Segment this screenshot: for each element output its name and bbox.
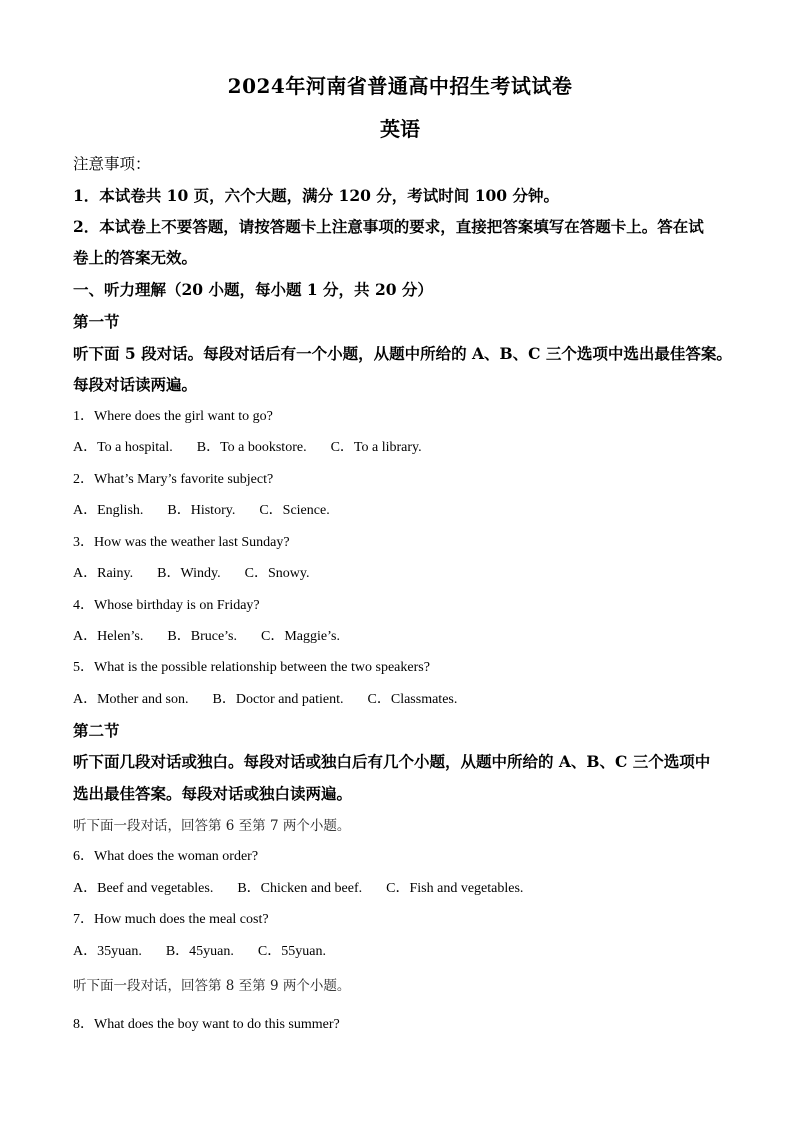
option-a: A．35yuan.	[73, 944, 142, 959]
section1-instruction-cont: 每段对话读两遍。	[73, 375, 198, 394]
question-7: 7．How much does the meal cost?	[73, 912, 269, 927]
notice-2-cont: 卷上的答案无效。	[73, 248, 198, 267]
option-c: C．To a library.	[330, 440, 422, 455]
question-6-options	[73, 877, 733, 897]
question-2: 2．What’s Mary’s favorite subject?	[73, 472, 274, 487]
option-a: A．Beef and vegetables.	[73, 881, 214, 896]
option-c: C．Classmates.	[367, 692, 458, 707]
exam-subject: 英语	[380, 117, 420, 141]
option-a: A．To a hospital.	[73, 440, 173, 455]
question-6: 6．What does the woman order?	[73, 849, 259, 864]
option-b: B．Windy.	[157, 566, 221, 581]
dialogue-hint-2: 听下面一段对话，回答第 8 至第 9 两个小题。	[73, 978, 351, 994]
option-b: B．To a bookstore.	[196, 440, 307, 455]
option-b: B．Chicken and beef.	[237, 881, 363, 896]
option-c: C．Snowy.	[244, 566, 310, 581]
question-5-options	[73, 688, 733, 708]
notice-heading: 注意事项：	[73, 155, 151, 173]
exam-title: 2024年河南省普通高中招生考试试卷	[227, 74, 573, 98]
option-a: A．Mother and son.	[73, 692, 189, 707]
section2-heading: 第二节	[73, 721, 120, 740]
option-c: C．55yuan.	[257, 944, 326, 959]
option-b: B．Doctor and patient.	[212, 692, 344, 707]
notice-2: 2．本试卷上不要答题，请按答题卡上注意事项的要求，直接把答案填写在答题卡上。答在试	[73, 217, 704, 236]
question-7-options	[73, 940, 733, 960]
section1-heading: 第一节	[73, 312, 120, 331]
question-1-options	[73, 436, 733, 456]
section2-instruction-cont: 选出最佳答案。每段对话或独白读两遍。	[73, 784, 353, 803]
option-c: C．Science.	[259, 503, 330, 518]
question-4: 4．Whose birthday is on Friday?	[73, 598, 260, 613]
notice-1: 1．本试卷共 10 页，六个大题，满分 120 分，考试时间 100 分钟。	[73, 186, 559, 205]
question-3-options	[73, 562, 733, 582]
question-2-options	[73, 499, 733, 519]
section1-instruction: 听下面 5 段对话。每段对话后有一个小题，从题中所给的 A、B、C 三个选项中选出最佳答案。	[73, 344, 732, 363]
dialogue-hint-1: 听下面一段对话，回答第 6 至第 7 两个小题。	[73, 818, 351, 834]
option-c: C．Fish and vegetables.	[386, 881, 524, 896]
option-c: C．Maggie’s.	[261, 629, 340, 644]
option-b: B．45yuan.	[165, 944, 234, 959]
option-a: A．English.	[73, 503, 144, 518]
option-b: B．History.	[167, 503, 236, 518]
option-b: B．Bruce’s.	[167, 629, 237, 644]
question-4-options	[73, 625, 733, 645]
question-5: 5．What is the possible relationship between the two speakers?	[73, 660, 430, 675]
option-a: A．Helen’s.	[73, 629, 144, 644]
question-3: 3．How was the weather last Sunday?	[73, 535, 290, 550]
option-a: A．Rainy.	[73, 566, 134, 581]
question-1: 1．Where does the girl want to go?	[73, 409, 273, 424]
part1-heading: 一、听力理解（20 小题，每小题 1 分，共 20 分）	[73, 280, 433, 299]
section2-instruction: 听下面几段对话或独白。每段对话或独白后有几个小题，从题中所给的 A、B、C 三个选项中	[73, 752, 711, 771]
question-8: 8．What does the boy want to do this summer?	[73, 1017, 340, 1032]
